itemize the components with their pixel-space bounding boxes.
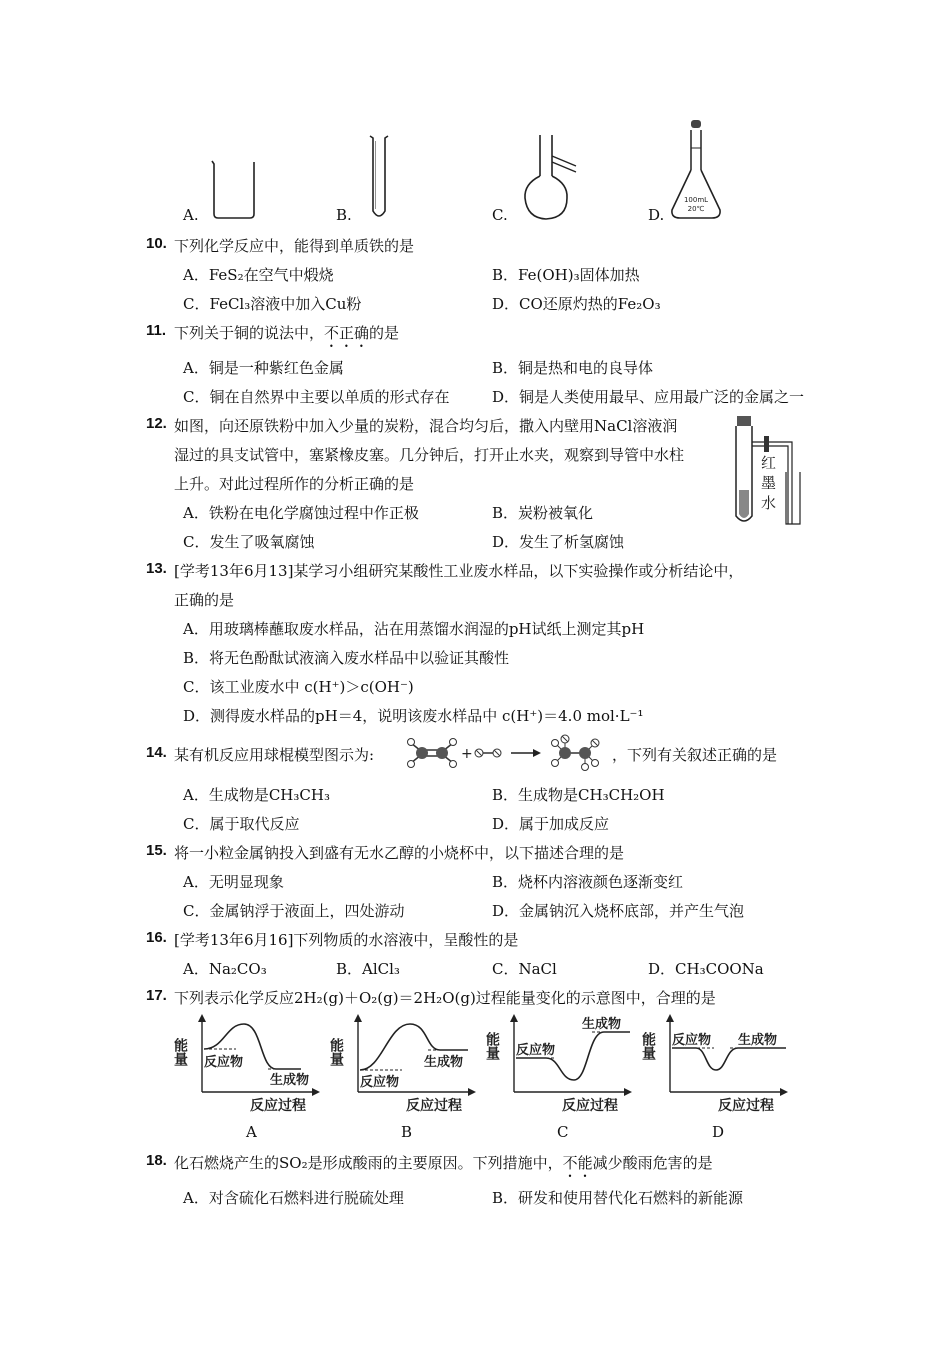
diagram-d-product: 生成物 [738,1033,778,1048]
q14-option-b: B．生成物是CH₃CH₂OH [492,786,665,804]
q13-option-b: B．将无色酚酞试液滴入废水样品中以验证其酸性 [183,649,510,667]
q12-option-d: D．发生了析氢腐蚀 [492,533,625,551]
q14-number: 14. [146,744,167,761]
q11-number: 11. [146,322,167,339]
q9-option-b-label: B. [336,206,352,224]
q16-option-a: A．Na₂CO₃ [183,960,267,978]
q18-option-a: A．对含硫化石燃料进行脱硫处理 [183,1189,404,1207]
q10-option-b: B．Fe(OH)₃固体加热 [492,266,640,284]
svg-text:+: + [461,746,473,762]
diagram-b-reactant: 反应物 [360,1075,400,1090]
q10-option-c: C．FeCl₃溶液中加入Cu粉 [183,295,362,313]
q18-stem-emphasis: 不能 [562,1154,593,1172]
q9-option-c-label: C. [492,206,508,224]
q11-stem-pre: 下列关于铜的说法中， [174,324,325,342]
q13-option-c: C．该工业废水中 c(H⁺)＞c(OH⁻) [183,678,414,696]
q13-option-a: A．用玻璃棒蘸取废水样品，沾在用蒸馏水润湿的pH试纸上测定其pH [183,620,645,638]
q11-stem-emphasis: 不正确 [324,324,370,342]
ball-stick-reaction-icon [405,733,615,773]
q15-number: 15. [146,842,167,859]
q16-stem: [学考13年6月16]下列物质的水溶液中，呈酸性的是 [174,931,519,949]
diagram-c-product: 生成物 [582,1017,622,1032]
q14-option-a: A．生成物是CH₃CH₃ [183,786,330,804]
diagram-a-reactant: 反应物 [204,1055,244,1070]
q12-option-a: A．铁粉在电化学腐蚀过程中作正极 [183,504,419,522]
q12-fig-label-1: 红 [761,454,777,472]
q11-stem-post: 的是 [369,324,400,342]
diagram-b-caption: B [401,1123,413,1141]
distilling-flask-icon [522,132,582,222]
q15-option-d: D．金属钠沉入烧杯底部，并产生气泡 [492,902,745,920]
q9-option-d-label: D. [648,206,665,224]
q13-line-2: 正确的是 [174,591,235,609]
diagram-c-reactant: 反应物 [516,1043,556,1058]
q15-option-c: C．金属钠浮于液面上，四处游动 [183,902,405,920]
test-tube-icon [366,133,392,223]
q12-option-b: B．炭粉被氧化 [492,504,594,522]
diagram-c-y-label: 能量 [484,1032,500,1060]
q10-option-d: D．CO还原灼热的Fe₂O₃ [492,295,661,313]
q18-option-b: B．研发和使用替代化石燃料的新能源 [492,1189,744,1207]
q15-option-b: B．烧杯内溶液颜色逐渐变红 [492,873,684,891]
q10-number: 10. [146,235,167,252]
q12-number: 12. [146,415,167,432]
q16-option-d: D．CH₃COONa [648,960,764,978]
q18-number: 18. [146,1152,167,1169]
diagram-b-product: 生成物 [424,1055,464,1070]
q16-option-b: B．AlCl₃ [336,960,400,978]
flask-label-volume: 100mL [683,196,709,204]
diagram-d-reactant: 反应物 [672,1033,712,1048]
diagram-c-caption: C [557,1123,569,1141]
diagram-b-y-label: 能量 [328,1038,344,1066]
q12-line-1: 如图，向还原铁粉中加入少量的炭粉，混合均匀后，撒入内壁用NaCl溶液润 [174,417,678,435]
diagram-c-x-label: 反应过程 [562,1098,618,1114]
q12-fig-label-3: 水 [761,494,777,512]
diagram-b-x-label: 反应过程 [406,1098,462,1114]
q13-option-d: D．测得废水样品的pH＝4，说明该废水样品中 c(H⁺)＝4.0 mol·L⁻¹ [183,707,644,725]
energy-diagram-c [484,1010,638,1115]
q17-number: 17. [146,987,167,1004]
q18-stem [174,1152,713,1181]
diagram-d-x-label: 反应过程 [718,1098,774,1114]
q14-stem-pre: 某有机反应用球棍模型图示为: [174,746,375,764]
q11-option-d: D．铜是人类使用最早、应用最广泛的金属之一 [492,388,805,406]
q17-stem: 下列表示化学反应2H₂(g)＋O₂(g)＝2H₂O(g)过程能量变化的示意图中，合理的是 [174,989,716,1007]
q16-option-c: C．NaCl [492,960,557,978]
q18-stem-post: 减少酸雨危害的是 [592,1154,713,1172]
diagram-a-x-label: 反应过程 [250,1098,306,1114]
diagram-d-y-label: 能量 [640,1032,656,1060]
q13-line-1: [学考13年6月13]某学习小组研究某酸性工业废水样品，以下实验操作或分析结论中， [174,562,744,580]
q18-stem-pre: 化石燃烧产生的SO₂是形成酸雨的主要原因。下列措施中， [174,1154,563,1172]
flask-label-temperature: 20℃ [687,205,705,213]
q11-option-b: B．铜是热和电的良导体 [492,359,654,377]
q14-stem-post: ，下列有关叙述正确的是 [612,746,778,764]
energy-diagram-b [328,1010,482,1115]
energy-diagram-d [640,1010,794,1115]
diagram-a-y-label: 能量 [172,1038,188,1066]
q14-option-c: C．属于取代反应 [183,815,300,833]
q15-stem: 将一小粒金属钠投入到盛有无水乙醇的小烧杯中，以下描述合理的是 [174,844,625,862]
q11-stem [174,322,399,351]
energy-diagram-a [172,1010,326,1115]
q9-option-a-label: A. [183,206,199,224]
q11-option-c: C．铜在自然界中主要以单质的形式存在 [183,388,450,406]
beaker-icon [208,158,260,220]
q12-line-2: 湿过的具支试管中，塞紧橡皮塞。几分钟后，打开止水夹，观察到导管中水柱 [174,446,685,464]
diagram-d-caption: D [712,1123,725,1141]
q10-option-a: A．FeS₂在空气中煅烧 [183,266,334,284]
q16-number: 16. [146,929,167,946]
q10-stem: 下列化学反应中，能得到单质铁的是 [174,237,415,255]
diagram-a-caption: A [246,1123,257,1141]
q13-number: 13. [146,560,167,577]
volumetric-flask-icon [668,118,724,222]
q12-fig-label-2: 墨 [761,474,777,492]
q11-option-a: A．铜是一种紫红色金属 [183,359,344,377]
q12-line-3: 上升。对此过程所作的分析正确的是 [174,475,415,493]
q15-option-a: A．无明显现象 [183,873,284,891]
q12-option-c: C．发生了吸氧腐蚀 [183,533,315,551]
q12-apparatus-figure [730,412,810,528]
q14-option-d: D．属于加成反应 [492,815,610,833]
diagram-a-product: 生成物 [270,1073,310,1088]
